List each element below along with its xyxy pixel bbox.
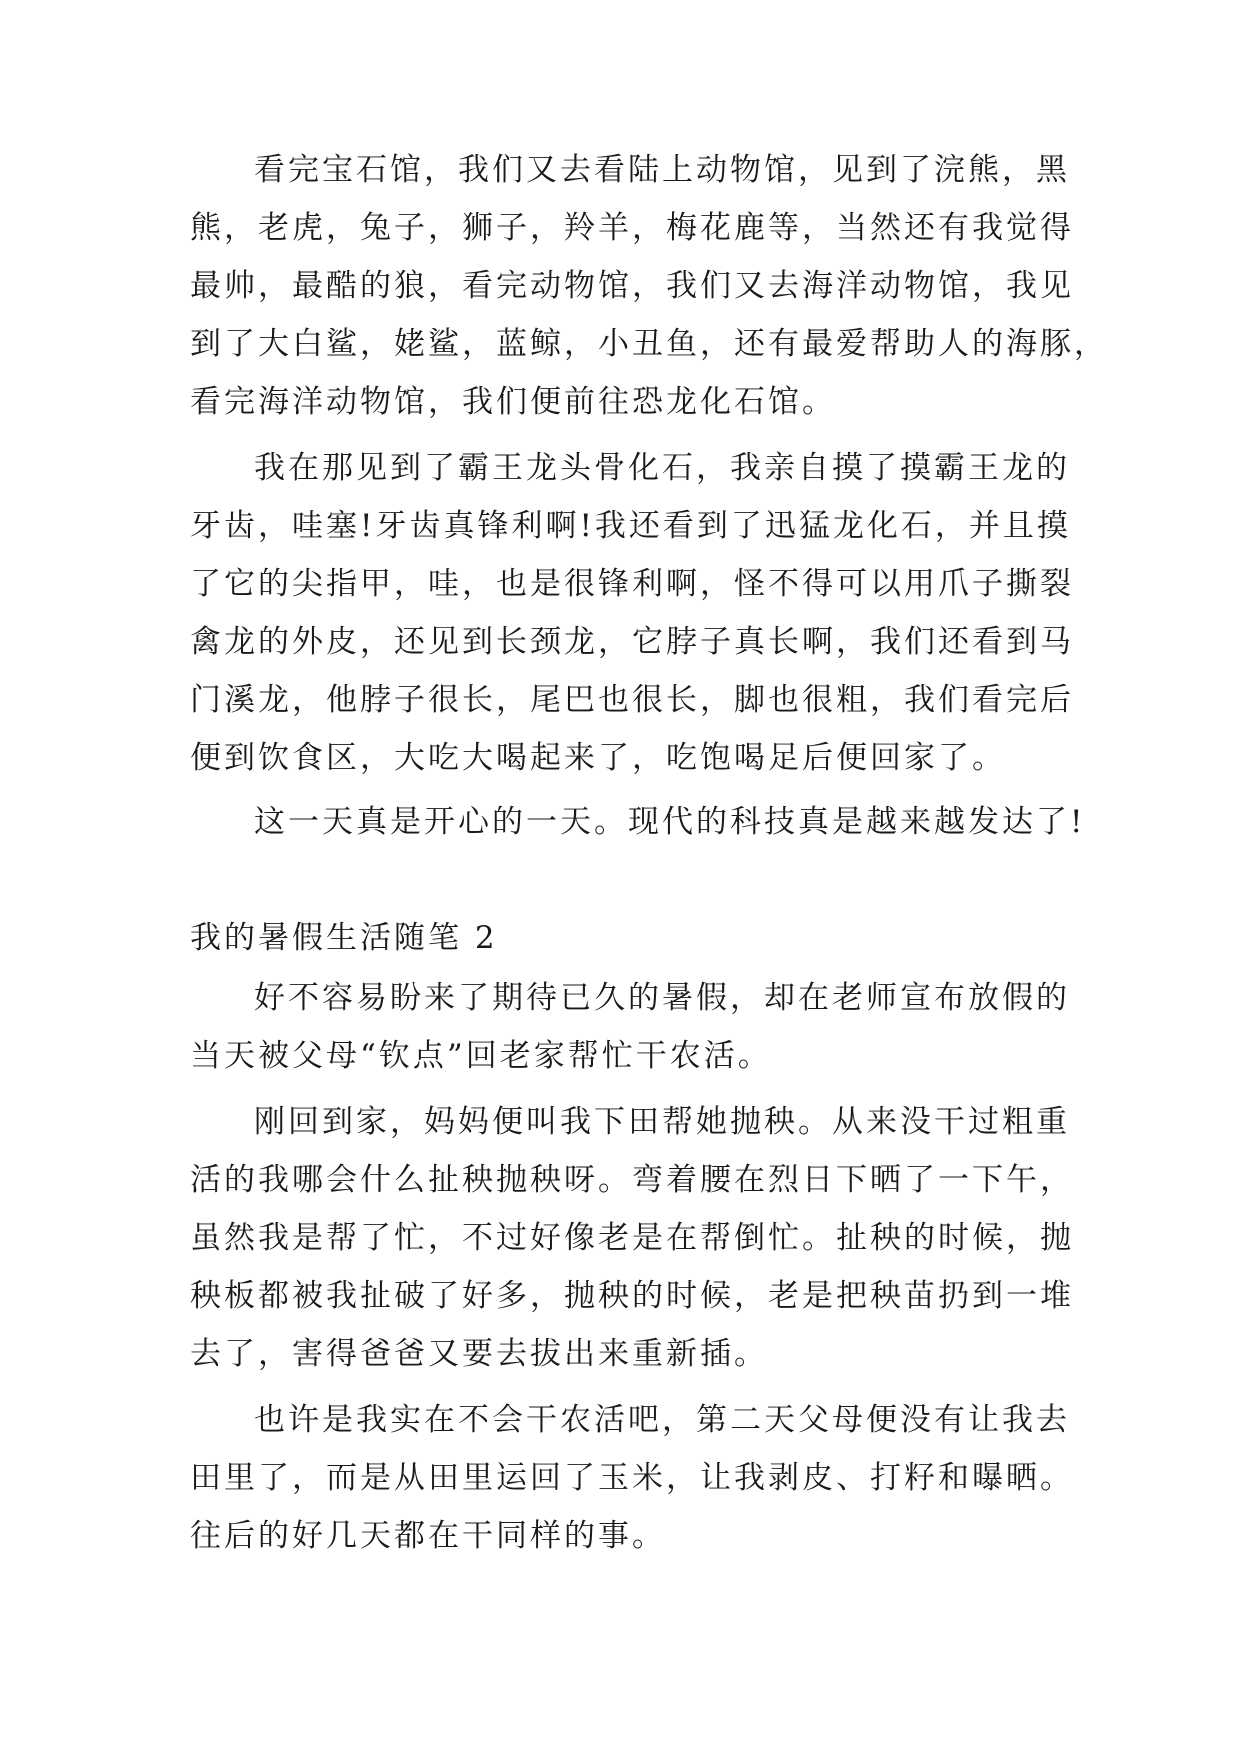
paragraph-4-line-2: 当天被父母“钦点”回老家帮忙干农活。: [190, 1038, 772, 1074]
paragraph-2-line-4: 禽龙的外皮，还见到长颈龙，它脖子真长啊，我们还看到马: [190, 624, 1074, 660]
paragraph-5-line-2: 活的我哪会什么扯秧抛秧呀。弯着腰在烈日下晒了一下午，: [190, 1162, 1074, 1198]
paragraph-1-line-3: 最帅，最酷的狼，看完动物馆，我们又去海洋动物馆，我见: [190, 268, 1074, 304]
paragraph-2-line-3: 了它的尖指甲，哇，也是很锋利啊，怪不得可以用爪子撕裂: [190, 566, 1074, 602]
paragraph-6-line-1: 也许是我实在不会干农活吧，第二天父母便没有让我去: [254, 1402, 1070, 1438]
section-title: 我的暑假生活随笔 2: [190, 920, 498, 956]
paragraph-5-line-3: 虽然我是帮了忙，不过好像老是在帮倒忙。扯秧的时候，抛: [190, 1220, 1074, 1256]
paragraph-5-line-1: 刚回到家，妈妈便叫我下田帮她抛秧。从来没干过粗重: [254, 1104, 1070, 1140]
paragraph-2-line-6: 便到饮食区，大吃大喝起来了，吃饱喝足后便回家了。: [190, 740, 1006, 776]
paragraph-5-line-5: 去了，害得爸爸又要去拔出来重新插。: [190, 1336, 768, 1372]
paragraph-6-line-2: 田里了，而是从田里运回了玉米，让我剥皮、打籽和曝晒。: [190, 1460, 1074, 1496]
paragraph-4-line-1: 好不容易盼来了期待已久的暑假，却在老师宣布放假的: [254, 980, 1070, 1016]
paragraph-2-line-1: 我在那见到了霸王龙头骨化石，我亲自摸了摸霸王龙的: [254, 450, 1070, 486]
paragraph-1-line-2: 熊，老虎，兔子，狮子，羚羊，梅花鹿等，当然还有我觉得: [190, 210, 1074, 246]
paragraph-1-line-5: 看完海洋动物馆，我们便前往恐龙化石馆。: [190, 384, 836, 420]
paragraph-1-line-1: 看完宝石馆，我们又去看陆上动物馆，见到了浣熊，黑: [254, 152, 1070, 188]
paragraph-1-line-4: 到了大白鲨，姥鲨，蓝鲸，小丑鱼，还有最爱帮助人的海豚，: [190, 326, 1108, 362]
paragraph-6-line-3: 往后的好几天都在干同样的事。: [190, 1518, 666, 1554]
paragraph-2-line-2: 牙齿，哇塞!牙齿真锋利啊!我还看到了迅猛龙化石，并且摸: [190, 508, 1071, 544]
paragraph-2-line-5: 门溪龙，他脖子很长，尾巴也很长，脚也很粗，我们看完后: [190, 682, 1074, 718]
paragraph-5-line-4: 秧板都被我扯破了好多，抛秧的时候，老是把秧苗扔到一堆: [190, 1278, 1074, 1314]
paragraph-3-line-1: 这一天真是开心的一天。现代的科技真是越来越发达了!: [254, 804, 1086, 840]
